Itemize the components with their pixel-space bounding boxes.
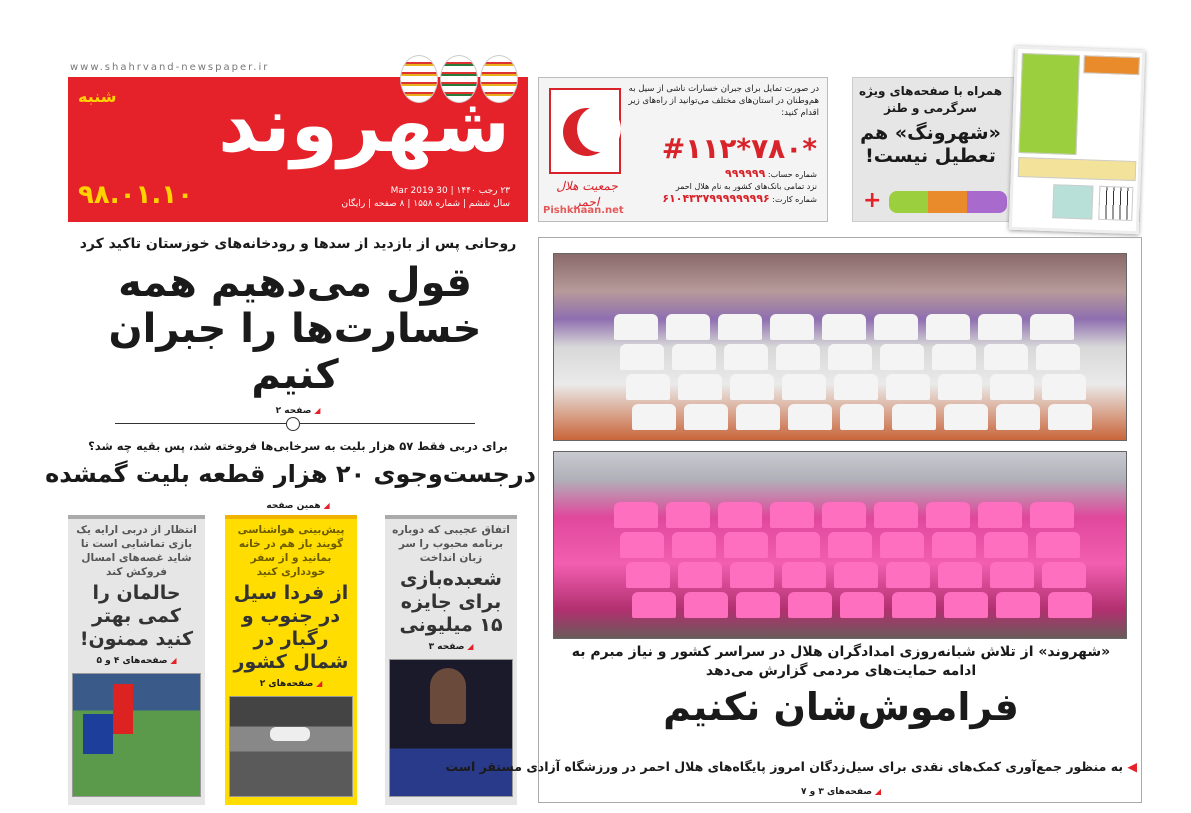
tent-shape xyxy=(874,502,918,528)
promo-title: «شهرونگ» هم تعطیل نیست! xyxy=(860,122,1001,167)
tent-shape xyxy=(730,562,774,588)
tv-show-photo xyxy=(389,659,513,797)
tent-shape xyxy=(782,374,826,400)
tent-shape xyxy=(840,404,884,430)
tent-shape xyxy=(632,404,676,430)
tent-shape xyxy=(632,592,676,618)
tent-shape xyxy=(926,502,970,528)
second-headline[interactable]: درجست‌وجوی ۲۰ هزار قطعه بلیت گمشده xyxy=(45,460,536,488)
tent-shape xyxy=(822,502,866,528)
column-page-ref: ◢ صفحه‌های ۴ و ۵ xyxy=(72,654,201,668)
newspaper-logo: شهروند xyxy=(218,80,510,169)
tent-shape xyxy=(678,562,722,588)
ad-org: جمعیت هلال احمر xyxy=(556,179,618,209)
tent-shape xyxy=(880,344,924,370)
issue-meta xyxy=(340,185,510,211)
tent-shape xyxy=(678,374,722,400)
tent-shape xyxy=(788,404,832,430)
second-kicker: برای دربی فقط ۵۷ هزار بلیت به سرخابی‌ها فروخته شد، پس بقیه چه شد؟ xyxy=(88,439,508,453)
tent-shape xyxy=(880,532,924,558)
tent-shape xyxy=(718,502,762,528)
story-column[interactable] xyxy=(68,515,205,805)
supplement-thumbnail[interactable] xyxy=(1009,46,1145,234)
tent-shape xyxy=(684,404,728,430)
tent-shape xyxy=(776,344,820,370)
tent-shape xyxy=(620,532,664,558)
tent-shape xyxy=(782,562,826,588)
account-label: شماره حساب: xyxy=(767,170,817,179)
tent-shape xyxy=(614,314,658,340)
promo-text: همراه با صفحه‌های ویژه سرگرمی و طنز xyxy=(858,84,1003,115)
meta-date: ۲۳ رجب ۱۴۴۰ | 30 Mar 2019 xyxy=(390,186,510,196)
tent-shape xyxy=(620,344,664,370)
tent-shape xyxy=(978,502,1022,528)
tent-shape xyxy=(788,592,832,618)
white-tents-photo[interactable] xyxy=(553,253,1127,441)
tent-shape xyxy=(672,532,716,558)
tent-shape xyxy=(1042,374,1086,400)
column-page-ref: ◢ صفحه ۳ xyxy=(389,640,513,654)
tent-shape xyxy=(944,592,988,618)
tent-shape xyxy=(1036,532,1080,558)
tent-shape xyxy=(822,314,866,340)
tent-shape xyxy=(666,502,710,528)
column-title: از فردا سیل در جنوب و رگبار در شمال کشور xyxy=(233,582,349,673)
tent-shape xyxy=(770,502,814,528)
tent-shape xyxy=(996,592,1040,618)
tent-shape xyxy=(1036,344,1080,370)
tent-shape xyxy=(892,592,936,618)
tent-shape xyxy=(892,404,936,430)
tent-shape xyxy=(736,592,780,618)
tent-shape xyxy=(996,404,1040,430)
tent-shape xyxy=(626,562,670,588)
plus-icon: + xyxy=(863,188,882,213)
lead-page-ref: ◢ صفحه ۲ xyxy=(68,404,528,418)
tent-shape xyxy=(828,532,872,558)
tent-shape xyxy=(1042,562,1086,588)
tent-shape xyxy=(984,532,1028,558)
masthead xyxy=(68,77,528,222)
tent-shape xyxy=(828,344,872,370)
card-label: شماره کارت: xyxy=(772,195,817,204)
tent-shape xyxy=(944,404,988,430)
tent-shape xyxy=(672,344,716,370)
tent-shape xyxy=(886,562,930,588)
tent-shape xyxy=(626,374,670,400)
ad-ussd-code: #۱۱۲*۷۸۰* xyxy=(661,132,817,165)
ad-accounts xyxy=(627,168,817,206)
column-page-ref: ◢ صفحه‌های ۲ xyxy=(229,677,353,691)
divider-ornament-icon xyxy=(286,417,300,431)
main-page-ref: ◢ صفحه‌های ۳ و ۷ xyxy=(539,785,1143,799)
ad-text: در صورت تمایل برای جبران خسارات ناشی از سیل به هم‌وطنان در استان‌های مختلف می‌توانید از راه‌های زیر اقدام کنید: xyxy=(628,84,819,118)
card-number: ۶۱۰۴۳۳۷۹۹۹۹۹۹۹۹۶ xyxy=(662,192,770,205)
tent-shape xyxy=(984,344,1028,370)
tent-shape xyxy=(840,592,884,618)
tent-shape xyxy=(724,344,768,370)
tent-shape xyxy=(990,562,1034,588)
tent-shape xyxy=(1048,592,1092,618)
tent-shape xyxy=(834,562,878,588)
red-crescent-icon xyxy=(549,88,621,174)
tent-shape xyxy=(932,344,976,370)
tent-shape xyxy=(1048,404,1092,430)
pink-tents-photo[interactable] xyxy=(553,451,1127,639)
column-kicker: انتظار از دربی ارایه یک بازی تماشایی است تا شاید غصه‌های امسال فروکش کند xyxy=(76,524,197,578)
ad-banks: نزد تمامی بانک‌های کشور به نام هلال احمر xyxy=(675,182,817,191)
tent-shape xyxy=(978,314,1022,340)
red-crescent-ad xyxy=(538,77,828,222)
tent-shape xyxy=(886,374,930,400)
second-page-ref: ◢ همین صفحه xyxy=(68,499,528,513)
tent-shape xyxy=(834,374,878,400)
tent-shape xyxy=(1030,502,1074,528)
football-photo xyxy=(72,673,201,797)
main-headline[interactable]: فراموش‌شان نکنیم xyxy=(663,685,1019,729)
column-title: حالمان را کمی بهتر کنید ممنون! xyxy=(79,582,194,650)
column-kicker: پیش‌بینی هواشناسی گویند باز هم در خانه بمانید و از سفر خودداری کنید xyxy=(237,524,345,578)
main-subcaption: ◀ به منظور جمع‌آوری کمک‌های نقدی برای سیل‌زدگان امروز پایگاه‌های هلال احمر در ورزشگاه آزادی مستقر است xyxy=(547,758,1137,775)
tent-shape xyxy=(666,314,710,340)
website-url[interactable]: www.shahrvand-newspaper.ir xyxy=(70,62,270,73)
tent-shape xyxy=(874,314,918,340)
issue-date: ۹۸.۰۱.۱۰ xyxy=(78,180,193,210)
account-number: ۹۹۹۹۹۹ xyxy=(725,167,766,180)
watermark: Pishkhaan.net xyxy=(543,205,624,216)
tent-shape xyxy=(718,314,762,340)
tent-shape xyxy=(770,314,814,340)
tent-shape xyxy=(776,532,820,558)
story-column[interactable] xyxy=(225,515,357,805)
cartoon-logo-image xyxy=(889,191,1007,213)
main-caption: «شهروند» از تلاش شبانه‌روزی امدادگران هلال در سراسر کشور و نیاز مبرم به ادامه حمایت‌های مردمی گزارش می‌دهد xyxy=(571,644,1111,679)
tent-shape xyxy=(990,374,1034,400)
meta-issue: سال ششم | شماره ۱۵۵۸ | ۸ صفحه | رایگان xyxy=(341,199,510,209)
lead-headline[interactable]: قول می‌دهیم همه خسارت‌ها را جبران کنیم xyxy=(108,260,482,398)
tent-shape xyxy=(730,374,774,400)
tent-shape xyxy=(684,592,728,618)
tent-shape xyxy=(614,502,658,528)
tent-shape xyxy=(926,314,970,340)
tent-shape xyxy=(938,374,982,400)
flood-car-photo xyxy=(229,696,353,797)
tent-shape xyxy=(938,562,982,588)
tent-shape xyxy=(736,404,780,430)
tent-shape xyxy=(932,532,976,558)
lead-kicker: روحانی پس از بازدید از سدها و رودخانه‌های خوزستان تاکید کرد xyxy=(79,236,517,252)
tent-shape xyxy=(724,532,768,558)
column-kicker: اتفاق عجیبی که دوباره برنامه محبوب را سر زبان انداخت xyxy=(392,524,510,564)
tent-shape xyxy=(1030,314,1074,340)
weekday: شنبه xyxy=(78,87,117,106)
column-title: شعبده‌بازی برای جایزه ۱۵ میلیونی xyxy=(399,568,503,636)
